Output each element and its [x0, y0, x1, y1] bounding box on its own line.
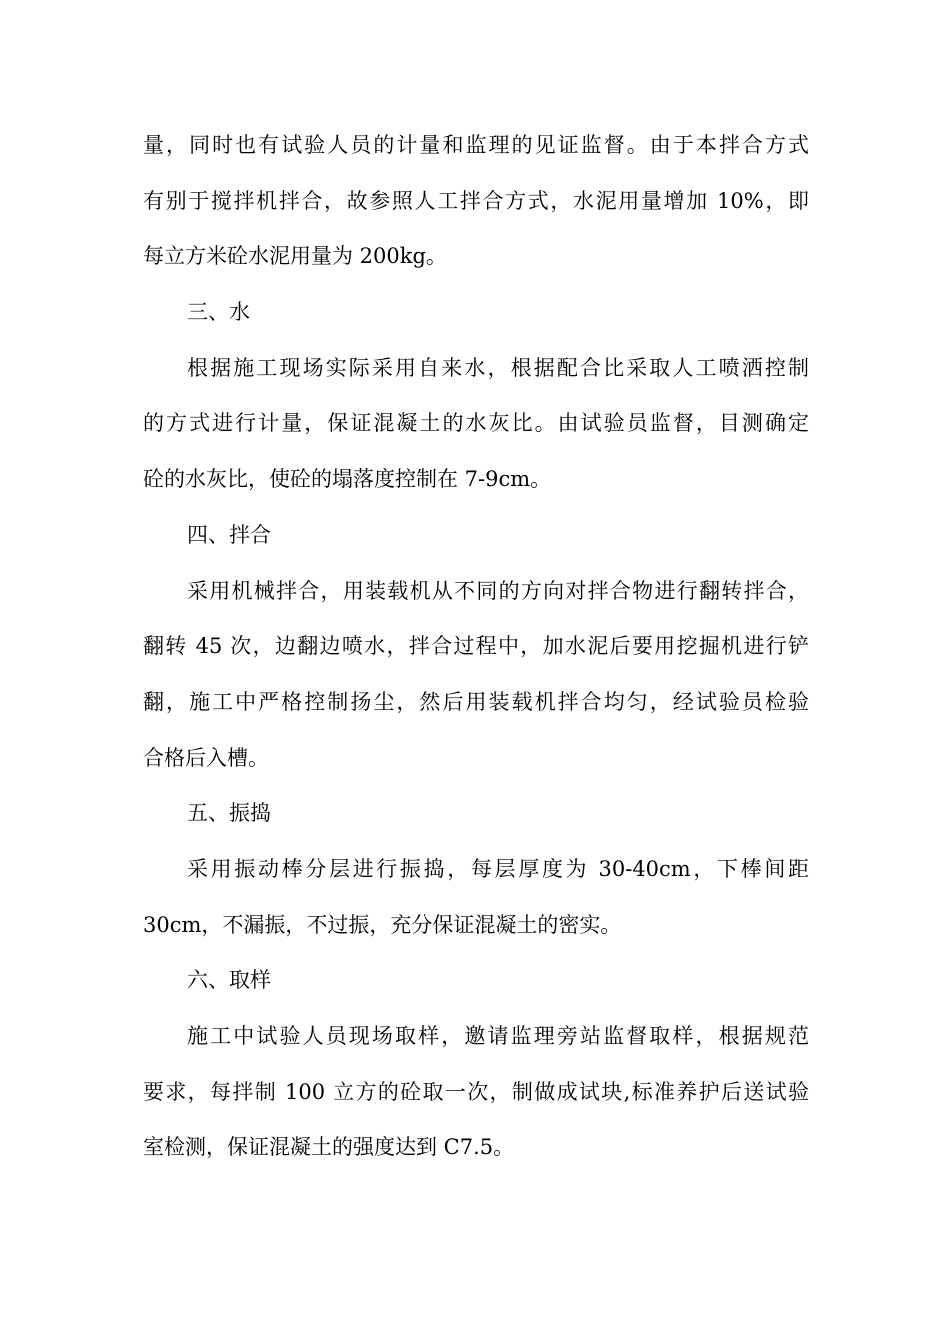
paragraph-line: 有别于搅拌机拌合，故参照人工拌合方式，水泥用量增加 10%，即: [143, 188, 809, 213]
paragraph-line: 30cm，不漏振，不过振，充分保证混凝土的密实。: [143, 912, 622, 937]
paragraph-line: 根据施工现场实际采用自来水，根据配合比采取人工喷洒控制: [187, 355, 809, 380]
paragraph-line: 合格后入槽。: [143, 745, 269, 770]
section-heading: 三、水: [187, 300, 250, 325]
document-body: [143, 118, 809, 1176]
paragraph-line: 砼的水灰比，使砼的塌落度控制在 7-9cm。: [143, 467, 552, 492]
section-heading: 六、取样: [187, 968, 271, 993]
paragraph-line: 要求，每拌制 100 立方的砼取一次，制做成试块,标准养护后送试验: [143, 1079, 809, 1104]
paragraph-line: 采用机械拌合，用装载机从不同的方向对拌合物进行翻转拌合，: [187, 578, 809, 603]
paragraph-line: 翻转 45 次，边翻边喷水，拌合过程中，加水泥后要用挖掘机进行铲: [143, 634, 809, 659]
paragraph-line: 每立方米砼水泥用量为 200kg。: [143, 244, 447, 269]
section-heading: 五、振捣: [187, 801, 271, 826]
paragraph-line: 施工中试验人员现场取样，邀请监理旁站监督取样，根据规范: [187, 1024, 809, 1048]
paragraph-line: 翻，施工中严格控制扬尘，然后用装载机拌合均匀，经试验员检验: [143, 689, 809, 714]
section-heading: 四、拌合: [187, 522, 271, 547]
paragraph-line: 的方式进行计量，保证混凝土的水灰比。由试验员监督，目测确定: [143, 411, 809, 436]
paragraph-line: 采用振动棒分层进行振捣，每层厚度为 30-40cm，下棒间距: [187, 856, 809, 881]
paragraph-line: 室检测，保证混凝土的强度达到 C7.5。: [143, 1135, 515, 1160]
paragraph-line: 量，同时也有试验人员的计量和监理的见证监督。由于本拌合方式: [143, 133, 809, 157]
